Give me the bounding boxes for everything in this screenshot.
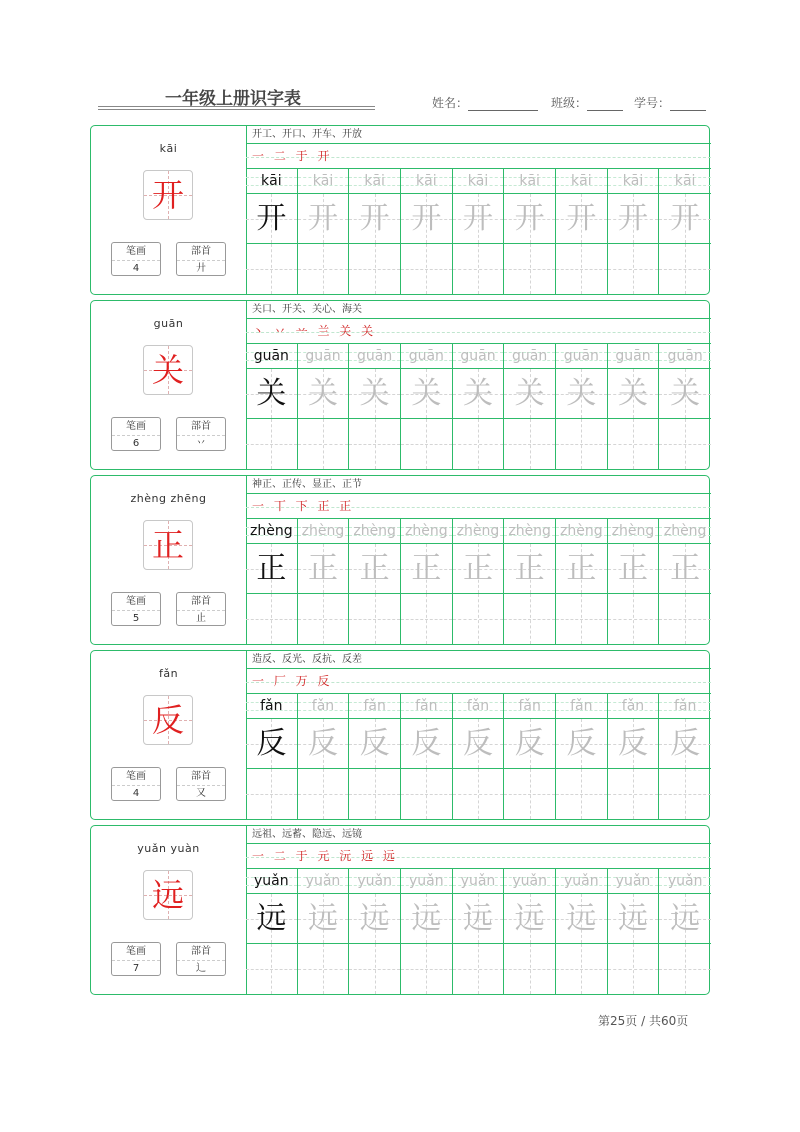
pinyin-cell: yuǎn xyxy=(401,869,452,894)
blank-writing-cell[interactable] xyxy=(298,419,349,469)
pinyin-cell: zhèng xyxy=(349,519,400,544)
trace-cell[interactable]: 开 xyxy=(608,194,659,244)
trace-cell[interactable]: 开 xyxy=(504,194,555,244)
radical-label: 部首 xyxy=(177,243,225,261)
trace-cell[interactable]: 远 xyxy=(401,894,452,944)
trace-cell[interactable]: 反 xyxy=(246,719,297,769)
word-examples: 造反、反光、反抗、反差 xyxy=(246,651,711,669)
main-character: 开 xyxy=(151,176,184,214)
blank-writing-cell[interactable] xyxy=(556,594,607,644)
radical-value: 又 xyxy=(196,788,206,799)
strokes-label: 笔画 xyxy=(112,768,160,786)
blank-writing-cell[interactable] xyxy=(298,594,349,644)
trace-cell[interactable]: 关 xyxy=(401,369,452,419)
stroke-order: 丶 丷 䒑 兰 关 关 xyxy=(252,324,377,338)
word-examples: 关口、开关、关心、海关 xyxy=(246,301,711,319)
class-label: 班级： xyxy=(551,96,588,110)
stroke-order: 一 厂 万 反 xyxy=(252,674,333,688)
blank-writing-cell[interactable] xyxy=(608,244,659,294)
practice-column xyxy=(401,519,453,644)
pinyin-cell: fǎn xyxy=(504,694,555,719)
practice-column xyxy=(401,169,453,294)
character-card xyxy=(90,825,710,995)
practice-column xyxy=(608,694,660,819)
class-blank[interactable] xyxy=(587,98,623,111)
practice-column xyxy=(401,344,453,469)
practice-column xyxy=(349,169,401,294)
blank-writing-cell[interactable] xyxy=(298,944,349,994)
stroke-order-row xyxy=(246,320,711,344)
trace-cell[interactable]: 正 xyxy=(246,544,297,594)
strokes-label: 笔画 xyxy=(112,243,160,261)
trace-cell[interactable]: 开 xyxy=(298,194,349,244)
trace-cell[interactable]: 正 xyxy=(349,544,400,594)
card-info-panel xyxy=(91,126,247,294)
practice-column xyxy=(608,344,660,469)
practice-grid xyxy=(246,519,711,644)
radical-value: 丷 xyxy=(196,438,206,449)
trace-cell[interactable]: 远 xyxy=(298,894,349,944)
practice-column xyxy=(504,344,556,469)
class-field[interactable] xyxy=(551,94,623,111)
stroke-order: 一 丅 下 正 正 xyxy=(252,499,355,513)
practice-column xyxy=(349,344,401,469)
blank-writing-cell[interactable] xyxy=(556,944,607,994)
pinyin-cell: yuǎn xyxy=(608,869,659,894)
trace-cell[interactable]: 远 xyxy=(608,894,659,944)
pinyin-label: guān xyxy=(153,317,184,330)
pinyin-cell: kāi xyxy=(608,169,659,194)
pinyin-cell: guān xyxy=(453,344,504,369)
blank-writing-cell[interactable] xyxy=(298,244,349,294)
pinyin-label: zhèng zhēng xyxy=(130,492,207,505)
stroke-order: 一 二 于 元 沅 远 远 xyxy=(252,849,398,863)
radical-value: 止 xyxy=(196,613,206,624)
character-display-box xyxy=(143,520,193,570)
radical-label: 部首 xyxy=(177,593,225,611)
practice-column xyxy=(453,869,505,994)
blank-writing-cell[interactable] xyxy=(659,419,711,469)
card-info-panel xyxy=(91,476,247,644)
blank-writing-cell[interactable] xyxy=(349,244,400,294)
blank-writing-cell[interactable] xyxy=(556,769,607,819)
character-card xyxy=(90,300,710,470)
strokes-label: 笔画 xyxy=(112,943,160,961)
radical-label: 部首 xyxy=(177,418,225,436)
page-header xyxy=(0,0,800,120)
pinyin-cell: zhèng xyxy=(246,519,297,544)
title-underline xyxy=(98,106,375,107)
word-examples: 神正、正传、显正、正节 xyxy=(246,476,711,494)
strokes-label: 笔画 xyxy=(112,418,160,436)
trace-cell[interactable]: 关 xyxy=(246,369,297,419)
pinyin-cell: fǎn xyxy=(401,694,452,719)
blank-writing-cell[interactable] xyxy=(504,244,555,294)
page-number: 第25页 / 共60页 xyxy=(598,1014,689,1028)
trace-cell[interactable]: 正 xyxy=(298,544,349,594)
trace-cell[interactable]: 关 xyxy=(556,369,607,419)
radical-value: 辶 xyxy=(196,963,206,974)
blank-writing-cell[interactable] xyxy=(556,244,607,294)
pinyin-cell: guān xyxy=(349,344,400,369)
trace-cell[interactable]: 反 xyxy=(349,719,400,769)
radical-label: 部首 xyxy=(177,943,225,961)
practice-grid xyxy=(246,694,711,819)
blank-writing-cell[interactable] xyxy=(246,244,297,294)
radical-label: 部首 xyxy=(177,768,225,786)
pinyin-cell: fǎn xyxy=(659,694,711,719)
pinyin-cell: kāi xyxy=(401,169,452,194)
practice-column xyxy=(246,344,298,469)
blank-writing-cell[interactable] xyxy=(401,244,452,294)
blank-writing-cell[interactable] xyxy=(504,944,555,994)
practice-column xyxy=(401,694,453,819)
page-title: 一年级上册识字表 xyxy=(165,89,301,109)
trace-cell[interactable]: 正 xyxy=(556,544,607,594)
pinyin-cell: zhèng xyxy=(504,519,555,544)
practice-column xyxy=(659,869,711,994)
pinyin-label: yuǎn yuàn xyxy=(137,842,200,855)
character-card xyxy=(90,125,710,295)
strokes-box xyxy=(111,942,161,976)
blank-writing-cell[interactable] xyxy=(246,769,297,819)
stroke-order-row xyxy=(246,145,711,169)
trace-cell[interactable]: 开 xyxy=(401,194,452,244)
pinyin-cell: yuǎn xyxy=(556,869,607,894)
pinyin-cell: zhèng xyxy=(659,519,711,544)
practice-column xyxy=(504,869,556,994)
blank-writing-cell[interactable] xyxy=(453,594,504,644)
trace-cell[interactable]: 远 xyxy=(453,894,504,944)
pinyin-cell: yuǎn xyxy=(453,869,504,894)
practice-column xyxy=(453,694,505,819)
practice-column xyxy=(608,169,660,294)
trace-cell[interactable]: 正 xyxy=(659,544,711,594)
blank-writing-cell[interactable] xyxy=(608,769,659,819)
practice-column xyxy=(504,519,556,644)
trace-cell[interactable]: 远 xyxy=(246,894,297,944)
practice-column xyxy=(659,519,711,644)
pinyin-cell: kāi xyxy=(659,169,711,194)
pinyin-cell: fǎn xyxy=(349,694,400,719)
pinyin-cell: fǎn xyxy=(556,694,607,719)
pinyin-cell: guān xyxy=(246,344,297,369)
practice-column xyxy=(349,869,401,994)
title-underline-2 xyxy=(98,109,375,110)
id-label: 学号： xyxy=(634,96,671,110)
trace-cell[interactable]: 开 xyxy=(349,194,400,244)
pinyin-cell: fǎn xyxy=(298,694,349,719)
blank-writing-cell[interactable] xyxy=(453,769,504,819)
blank-writing-cell[interactable] xyxy=(401,419,452,469)
practice-column xyxy=(556,169,608,294)
id-field[interactable] xyxy=(634,94,706,111)
blank-writing-cell[interactable] xyxy=(504,419,555,469)
character-display-box xyxy=(143,170,193,220)
trace-cell[interactable]: 关 xyxy=(298,369,349,419)
pinyin-cell: fǎn xyxy=(453,694,504,719)
practice-column xyxy=(453,519,505,644)
strokes-count: 4 xyxy=(132,263,140,274)
practice-column xyxy=(556,344,608,469)
card-info-panel xyxy=(91,651,247,819)
stroke-order-row xyxy=(246,845,711,869)
main-character: 关 xyxy=(151,351,184,389)
trace-cell[interactable]: 远 xyxy=(504,894,555,944)
practice-column xyxy=(246,169,298,294)
pinyin-cell: kāi xyxy=(504,169,555,194)
trace-cell[interactable]: 反 xyxy=(608,719,659,769)
blank-writing-cell[interactable] xyxy=(349,769,400,819)
trace-cell[interactable]: 关 xyxy=(659,369,711,419)
pinyin-label: kāi xyxy=(159,142,178,155)
practice-column xyxy=(504,169,556,294)
practice-column xyxy=(246,694,298,819)
trace-cell[interactable]: 远 xyxy=(556,894,607,944)
character-display-box xyxy=(143,695,193,745)
blank-writing-cell[interactable] xyxy=(608,419,659,469)
practice-column xyxy=(246,869,298,994)
name-label: 姓名： xyxy=(432,96,469,110)
practice-panel xyxy=(246,651,711,819)
practice-column xyxy=(401,869,453,994)
blank-writing-cell[interactable] xyxy=(349,594,400,644)
word-examples: 开工、开口、开车、开放 xyxy=(246,126,711,144)
stroke-order-row xyxy=(246,670,711,694)
pinyin-cell: zhèng xyxy=(556,519,607,544)
practice-column xyxy=(246,519,298,644)
blank-writing-cell[interactable] xyxy=(453,419,504,469)
blank-writing-cell[interactable] xyxy=(246,594,297,644)
trace-cell[interactable]: 正 xyxy=(504,544,555,594)
trace-cell[interactable]: 关 xyxy=(349,369,400,419)
pinyin-cell: zhèng xyxy=(608,519,659,544)
strokes-count: 5 xyxy=(132,613,140,624)
card-info-panel xyxy=(91,301,247,469)
pinyin-cell: kāi xyxy=(298,169,349,194)
blank-writing-cell[interactable] xyxy=(401,769,452,819)
trace-cell[interactable]: 反 xyxy=(504,719,555,769)
stroke-order: 一 二 于 开 xyxy=(252,149,333,163)
name-field[interactable] xyxy=(432,94,538,111)
pinyin-cell: fǎn xyxy=(608,694,659,719)
practice-column xyxy=(349,694,401,819)
radical-box xyxy=(176,767,226,801)
practice-column xyxy=(298,169,350,294)
pinyin-cell: kāi xyxy=(349,169,400,194)
strokes-box xyxy=(111,242,161,276)
pinyin-cell: guān xyxy=(659,344,711,369)
practice-panel xyxy=(246,476,711,644)
blank-writing-cell[interactable] xyxy=(659,944,711,994)
trace-cell[interactable]: 开 xyxy=(556,194,607,244)
main-character: 远 xyxy=(151,876,184,914)
word-examples: 远祖、远蓄、隐远、远镜 xyxy=(246,826,711,844)
practice-column xyxy=(608,519,660,644)
pinyin-cell: yuǎn xyxy=(246,869,297,894)
radical-box xyxy=(176,417,226,451)
trace-cell[interactable]: 反 xyxy=(401,719,452,769)
pinyin-cell: zhèng xyxy=(401,519,452,544)
card-info-panel xyxy=(91,826,247,994)
trace-cell[interactable]: 正 xyxy=(401,544,452,594)
pinyin-cell: guān xyxy=(401,344,452,369)
blank-writing-cell[interactable] xyxy=(349,944,400,994)
blank-writing-cell[interactable] xyxy=(349,419,400,469)
radical-box xyxy=(176,242,226,276)
pinyin-cell: kāi xyxy=(246,169,297,194)
trace-cell[interactable]: 远 xyxy=(659,894,711,944)
practice-column xyxy=(298,869,350,994)
trace-cell[interactable]: 关 xyxy=(608,369,659,419)
practice-grid xyxy=(246,344,711,469)
radical-box xyxy=(176,942,226,976)
trace-cell[interactable]: 正 xyxy=(453,544,504,594)
trace-cell[interactable]: 反 xyxy=(556,719,607,769)
trace-cell[interactable]: 开 xyxy=(453,194,504,244)
practice-panel xyxy=(246,826,711,994)
pinyin-cell: yuǎn xyxy=(298,869,349,894)
pinyin-cell: guān xyxy=(556,344,607,369)
id-blank[interactable] xyxy=(670,98,706,111)
pinyin-cell: kāi xyxy=(556,169,607,194)
name-blank[interactable] xyxy=(468,98,538,111)
strokes-count: 7 xyxy=(132,963,140,974)
practice-column xyxy=(298,344,350,469)
blank-writing-cell[interactable] xyxy=(453,244,504,294)
pinyin-cell: yuǎn xyxy=(504,869,555,894)
practice-column xyxy=(659,344,711,469)
stroke-order-row xyxy=(246,495,711,519)
main-character: 反 xyxy=(151,701,184,739)
trace-cell[interactable]: 关 xyxy=(504,369,555,419)
strokes-label: 笔画 xyxy=(112,593,160,611)
pinyin-cell: fǎn xyxy=(246,694,297,719)
radical-value: 廾 xyxy=(196,263,206,274)
character-display-box xyxy=(143,345,193,395)
pinyin-cell: guān xyxy=(608,344,659,369)
practice-column xyxy=(608,869,660,994)
blank-writing-cell[interactable] xyxy=(556,419,607,469)
practice-grid xyxy=(246,169,711,294)
practice-column xyxy=(556,519,608,644)
blank-writing-cell[interactable] xyxy=(504,769,555,819)
practice-column xyxy=(453,344,505,469)
pinyin-cell: yuǎn xyxy=(349,869,400,894)
pinyin-cell: guān xyxy=(504,344,555,369)
blank-writing-cell[interactable] xyxy=(246,944,297,994)
practice-grid xyxy=(246,869,711,994)
practice-column xyxy=(659,694,711,819)
trace-cell[interactable]: 远 xyxy=(349,894,400,944)
blank-writing-cell[interactable] xyxy=(246,419,297,469)
strokes-box xyxy=(111,592,161,626)
blank-writing-cell[interactable] xyxy=(659,244,711,294)
practice-column xyxy=(453,169,505,294)
blank-writing-cell[interactable] xyxy=(659,594,711,644)
practice-column xyxy=(298,694,350,819)
pinyin-cell: zhèng xyxy=(298,519,349,544)
blank-writing-cell[interactable] xyxy=(504,594,555,644)
blank-writing-cell[interactable] xyxy=(401,594,452,644)
radical-box xyxy=(176,592,226,626)
strokes-count: 6 xyxy=(132,438,140,449)
practice-column xyxy=(556,869,608,994)
blank-writing-cell[interactable] xyxy=(453,944,504,994)
strokes-box xyxy=(111,417,161,451)
pinyin-cell: zhèng xyxy=(453,519,504,544)
blank-writing-cell[interactable] xyxy=(608,594,659,644)
practice-column xyxy=(659,169,711,294)
character-card xyxy=(90,475,710,645)
practice-column xyxy=(349,519,401,644)
trace-cell[interactable]: 正 xyxy=(608,544,659,594)
trace-cell[interactable]: 反 xyxy=(453,719,504,769)
trace-cell[interactable]: 反 xyxy=(659,719,711,769)
pinyin-cell: yuǎn xyxy=(659,869,711,894)
character-display-box xyxy=(143,870,193,920)
trace-cell[interactable]: 反 xyxy=(298,719,349,769)
main-character: 正 xyxy=(151,526,184,564)
practice-panel xyxy=(246,126,711,294)
blank-writing-cell[interactable] xyxy=(608,944,659,994)
trace-cell[interactable]: 关 xyxy=(453,369,504,419)
pinyin-label: fǎn xyxy=(158,667,179,680)
blank-writing-cell[interactable] xyxy=(298,769,349,819)
pinyin-cell: guān xyxy=(298,344,349,369)
strokes-box xyxy=(111,767,161,801)
strokes-count: 4 xyxy=(132,788,140,799)
practice-column xyxy=(504,694,556,819)
trace-cell[interactable]: 开 xyxy=(659,194,711,244)
trace-cell[interactable]: 开 xyxy=(246,194,297,244)
blank-writing-cell[interactable] xyxy=(401,944,452,994)
blank-writing-cell[interactable] xyxy=(659,769,711,819)
practice-panel xyxy=(246,301,711,469)
practice-column xyxy=(556,694,608,819)
character-card xyxy=(90,650,710,820)
practice-column xyxy=(298,519,350,644)
pinyin-cell: kāi xyxy=(453,169,504,194)
